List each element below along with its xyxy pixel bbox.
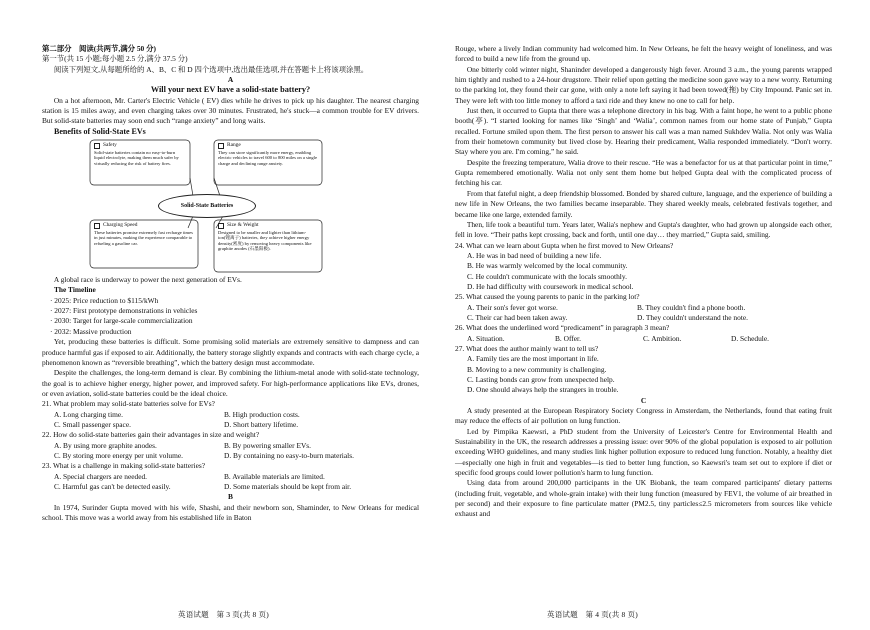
option: B. He was warmly welcomed by the local community. xyxy=(467,261,628,271)
passage-b-paragraph: Then, life took a beautiful turn. Years later, Walia's nephew and Gupta's daughter, who had grown up alongside each other, fell in love. “Their paths kept crossing, back and forth, until one day… they married,” Gupta said, smiling. xyxy=(455,219,832,240)
passage-b-label: B xyxy=(228,492,233,502)
question-22: 22. How do solid-state batteries gain their advantages in size and weight? xyxy=(42,430,260,440)
option: B. High production costs. xyxy=(224,409,300,419)
option: B. By powering smaller EVs. xyxy=(224,440,312,450)
size-title: Size & Weight xyxy=(227,222,259,229)
option: C. By storing more energy per unit volume. xyxy=(54,450,183,460)
option: C. Harmful gas can't be detected easily. xyxy=(54,481,171,491)
charging-node xyxy=(94,223,194,246)
checkbox-icon xyxy=(218,223,224,229)
charging-title: Charging Speed xyxy=(103,222,138,229)
left-column xyxy=(42,44,419,523)
subsection-title: 第一节(共 15 小题;每小题 2.5 分,满分 37.5 分) xyxy=(42,54,188,64)
right-column xyxy=(455,44,832,520)
passage-b-paragraph: Despite the freezing temperature, Walia drove to their rescue. “He was a benefactor for us at that particular point in time,” Gupta remembered emotionally. Walia not only sent them home but helped Gupta deal with the complicated process of fetching his car. xyxy=(455,157,832,188)
passage-a-paragraph: Yet, producing these batteries is difficult. Some promising solid materials are extremely sensitive to dampness and can produce harmful gas if exposed to air. Additionally, the battery storage slightly expands and contracts with each charge cycle, a phenomenon known as “reversible breathing”, which the battery design must accommodate. xyxy=(42,337,419,367)
page-footer: 英语试题 第 4 页(共 8 页) xyxy=(547,610,638,619)
timeline-heading: The Timeline xyxy=(54,285,96,295)
section-title: 第二部分 阅读(共两节,满分 50 分) xyxy=(42,44,156,53)
option: C. Small passenger space. xyxy=(54,419,131,429)
diagram-hub: Solid-State Batteries xyxy=(158,194,256,218)
instruction: 阅读下列短文,从每题所给的 A、B、C 和 D 四个选项中,选出最佳选项,并在答题卡上将该项涂黑。 xyxy=(53,64,369,74)
question-26-options xyxy=(467,334,832,344)
question-24: 24. What can we learn about Gupta when he first moved to New Orleans? xyxy=(455,240,674,250)
option: D. He had difficulty with coursework in medical school. xyxy=(467,281,634,291)
option: A. Special chargers are needed. xyxy=(54,471,148,481)
range-title: Range xyxy=(227,142,241,149)
passage-c-label: C xyxy=(640,395,647,405)
passage-b-paragraph: From that fateful night, a deep friendship blossomed. Bonded by shared culture, language, and the experience of building a new life in New Orleans, the two families became inseparable. They shared weekly meals, celebrated festivals together, and became like one large, extended family. xyxy=(455,188,832,219)
passage-b-paragraph: Just then, it occurred to Gupta that there was a telephone directory in his bag. With a faint hope, he went to a public phone booth(亭). “I started looking for names like ‘Singh’ and ‘Walia’, common names from our home state of Punjab,” Gupta recalled. Fortune smiled upon them. The first person to answer his call was a man named Sukhdev Walia. Not only was Walia from their hometown community but lived close by. Hearing their predicament, Walia responded immediately. “Don't worry. Stay where you are. I'm coming,” he said. xyxy=(455,106,832,157)
timeline-item: · 2032: Massive production xyxy=(50,326,132,336)
option: A. By using more graphite anodes. xyxy=(54,440,157,450)
option: C. Lasting bonds can grow from unexpected help. xyxy=(467,375,615,384)
question-21-options xyxy=(54,420,419,430)
option: A. Their son's fever got worse. xyxy=(467,302,558,312)
question-26: 26. What does the underlined word “predicament” in paragraph 3 mean? xyxy=(455,323,670,333)
option: A. Family ties are the most important in life. xyxy=(467,354,599,364)
range-node xyxy=(218,143,318,166)
option: B. They couldn't find a phone booth. xyxy=(637,302,746,312)
option: C. Their car had been taken away. xyxy=(467,312,568,322)
timeline-item: · 2030: Target for large-scale commercialization xyxy=(50,316,193,326)
range-text: They can store significantly more energy, enabling electric vehicles to travel 600 to 800 miles on a single charge and declining range anxiety. xyxy=(218,150,317,166)
option: A. Situation. xyxy=(467,333,505,343)
question-23-options xyxy=(54,472,419,482)
passage-a-paragraph: On a hot afternoon, Mr. Carter's Electric Vehicle ( EV) dies while he drives to pick up his daughter. The nearest charging station is 15 miles away, and even charging takes over 30 minutes. Frustrated, he's stuck—a common trouble for EV drivers. But solid-state batteries may soon end such “range anxiety” and long waits. xyxy=(42,95,419,126)
option: D. By containing no easy-to-burn materials. xyxy=(224,450,354,460)
option: D. They couldn't understand the note. xyxy=(637,312,749,322)
connector-line xyxy=(190,178,193,196)
question-22-options xyxy=(54,451,419,461)
size-text: Designed to be smaller and lighter than lithium-ion(锂离子) batteries, they achieve higher energy density(密度) by removing heavy components like graphite anodes (石墨阳极). xyxy=(218,230,312,251)
option: C. He couldn't communicate with the locals smoothly. xyxy=(467,271,627,281)
benefits-diagram xyxy=(88,138,328,273)
passage-c-paragraph: Led by Pimpika Kaewsri, a PhD student from the University of Leicester's Centre for Environmental Health and Sustainability in the UK, the research addresses a pressing issue: over 90% of the global population is exposed to air pollution exceeding WHO guidelines, and many studies link higher pollution exposure to reduced lung function. Notably, a healthy diet—especially one high in fruit and vegetables—is tied to better lung function, so Kaewsri's team set out to explore if diet or specific food groups could lower pollution's harm to lung function. xyxy=(455,426,832,478)
option: D. One should always help the strangers in trouble. xyxy=(467,385,619,395)
option: D. Schedule. xyxy=(731,333,769,343)
passage-a-paragraph: Despite the challenges, the long-term demand is clear. By combining the lithium-metal anode with solid-state technology, the goal is to achieve higher energy, higher power, and improved safety. For high-performance applications like EVs, drones, or even aviation, solid-state batteries could be the ideal choice. xyxy=(42,368,419,398)
safety-node xyxy=(94,143,186,166)
option: B. Offer. xyxy=(555,333,581,343)
passage-c-paragraph: A study presented at the European Respiratory Society Congress in Amsterdam, the Netherlands, found that eating fruit may reduce the effects of air pollution on lung function. xyxy=(455,406,832,426)
question-27: 27. What does the author mainly want to tell us? xyxy=(455,343,599,353)
question-25: 25. What caused the young parents to panic in the parking lot? xyxy=(455,292,640,302)
question-21-options xyxy=(54,410,419,420)
page-footer: 英语试题 第 3 页(共 8 页) xyxy=(178,610,269,619)
option: C. Ambition. xyxy=(643,333,682,343)
passage-b-paragraph: In 1974, Surinder Gupta moved with his wife, Shashi, and their newborn son, Shaminder, to New Orleans for medical school. This move was a world away from his established life in Baton xyxy=(42,502,419,522)
option: A. Long charging time. xyxy=(54,409,124,419)
question-21: 21. What problem may solid-state batteries solve for EVs? xyxy=(42,399,215,409)
timeline-item: · 2027: First prototype demonstrations in vehicles xyxy=(50,306,198,316)
timeline-item: · 2025: Price reduction to $115/kWh xyxy=(50,295,159,305)
size-node xyxy=(218,223,318,251)
passage-b-paragraph: Rouge, where a lively Indian community had welcomed him. In New Orleans, he felt the heavy weight of loneliness, and was forced to build a new life from the ground up. xyxy=(455,44,832,64)
benefits-heading: Benefits of Solid-State EVs xyxy=(54,126,146,136)
passage-c-paragraph: Using data from around 200,000 participants in the UK Biobank, the team compared participants' dietary patterns (including fruit, vegetable, and whole-grain intake) with their lung function (measured by FEV1, the volume of air breathed in per second) and their exposure to fine particulate matter (PM2.5, tiny particles≤2.5 micrometers from sources like vehicle exhaust and xyxy=(455,478,832,519)
question-23-options xyxy=(54,482,419,492)
option: D. Short battery lifetime. xyxy=(224,419,299,429)
right-page xyxy=(435,0,870,630)
option: B. Available materials are limited. xyxy=(224,471,325,481)
question-25-options xyxy=(467,303,832,313)
charging-text: These batteries promise extremely fast recharge times in just minutes, making the experience comparable to refueling a gasoline car. xyxy=(94,230,193,246)
option: D. Some materials should be kept from air. xyxy=(224,481,352,491)
question-25-options xyxy=(467,313,832,323)
safety-title: Safety xyxy=(103,142,117,149)
question-23: 23. What is a challenge in making solid-state batteries? xyxy=(42,461,206,471)
safety-text: Solid-state batteries contain no easy-to-burn liquid electrolyte, making them much safer by virtually reducing the risk of battery fires. xyxy=(94,150,179,166)
question-22-options xyxy=(54,441,419,451)
checkbox-icon xyxy=(94,223,100,229)
option: A. He was in bad need of building a new life. xyxy=(467,250,602,260)
checkbox-icon xyxy=(94,143,100,149)
checkbox-icon xyxy=(218,143,224,149)
passage-b-paragraph: One bitterly cold winter night, Shaninder developed a dangerously high fever. Around 3 a.m., the young parents wrapped him tightly and rushed to a 24-hour drugstore. Their relief upon getting the medicine soon gave way to a new worry. Returning to the parking lot, they found their car gone, with only a note left saying it had been towed(拖) by City Impound. Panic set in. They were left with too little money to afford a taxi ride and they knew no one to call for help. xyxy=(455,64,832,105)
passage-a-paragraph: A global race is underway to power the next generation of EVs. xyxy=(53,275,242,285)
passage-a-title: Will your next EV have a solid-state battery? xyxy=(150,85,311,95)
passage-a-label: A xyxy=(227,75,234,85)
option: B. Moving to a new community is challenging. xyxy=(467,364,607,374)
